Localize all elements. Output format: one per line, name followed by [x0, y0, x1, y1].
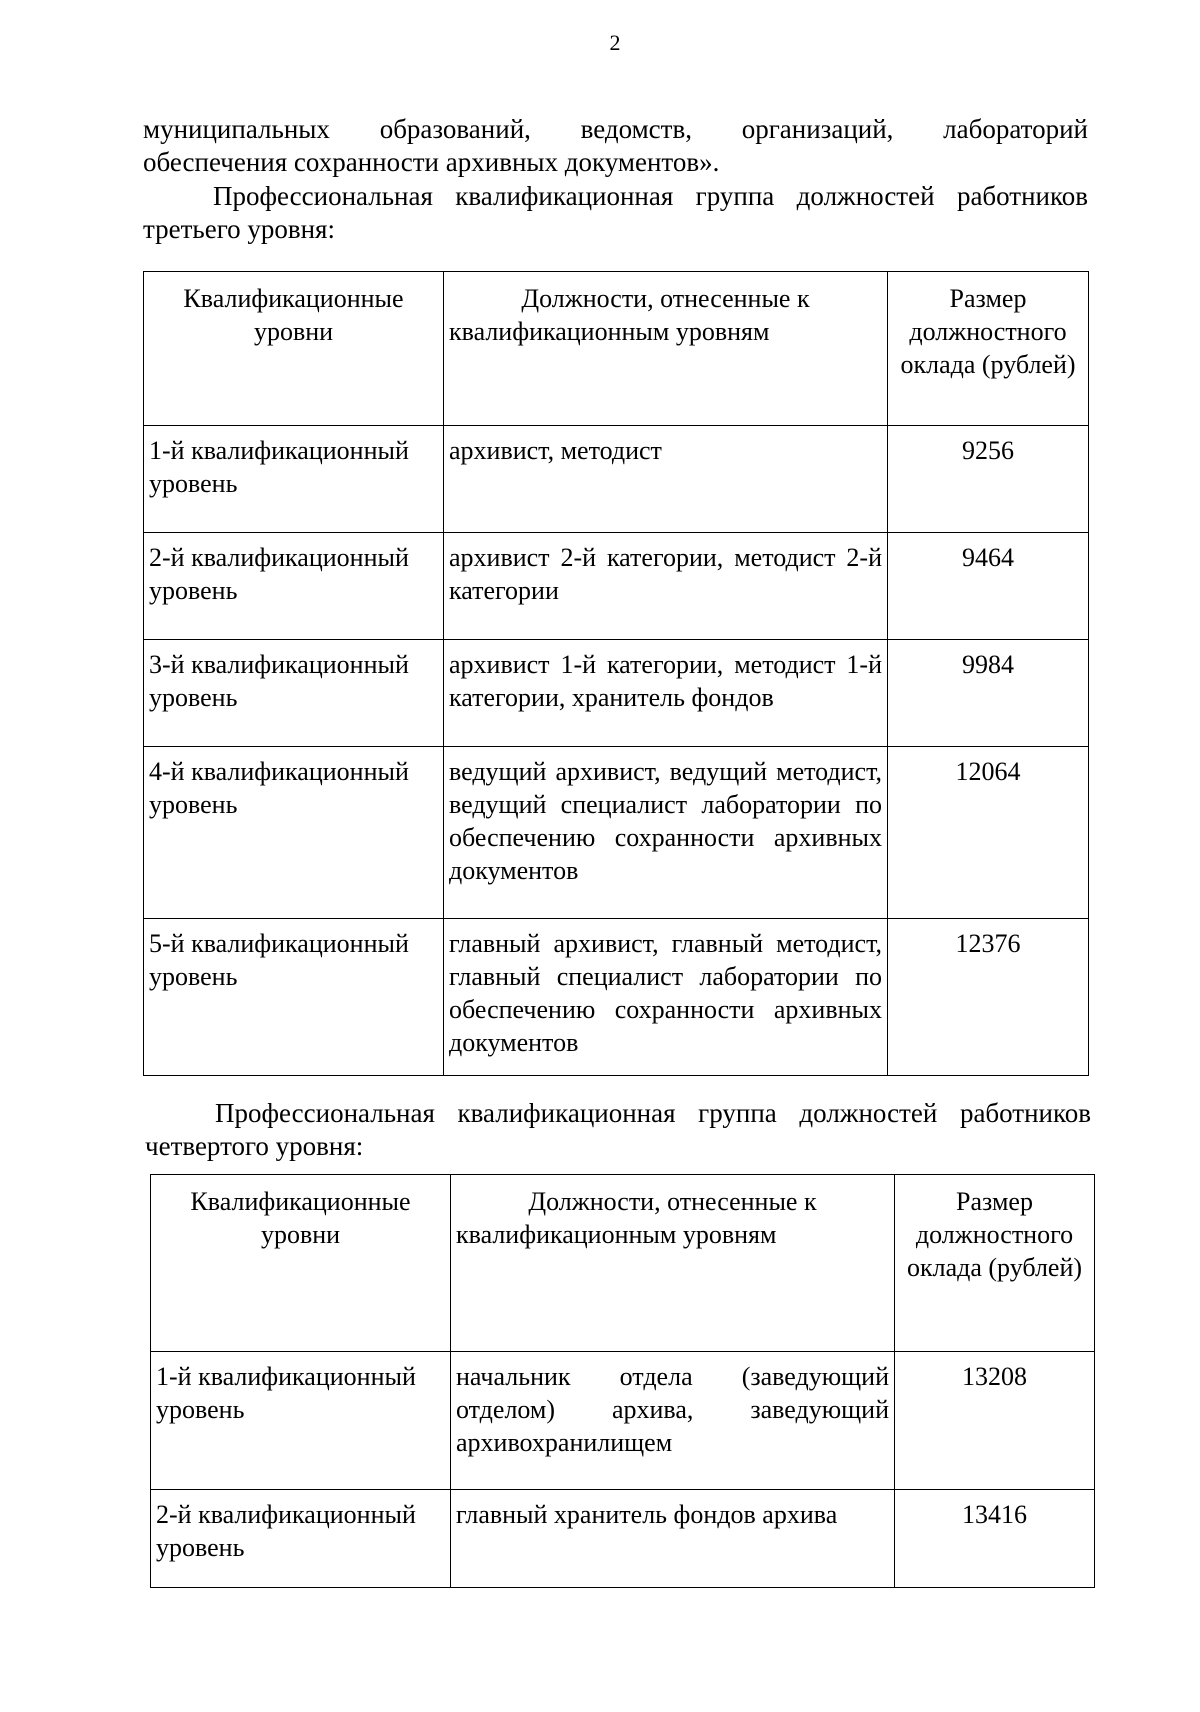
level-cell: 3-й квалификационный уровень [144, 640, 444, 747]
positions-cell: главный хранитель фондов архива [451, 1490, 895, 1588]
group3-title-line-1: Профессиональная квалификационная группа должностей работников [213, 181, 1088, 211]
page-number: 2 [609, 30, 621, 55]
header-positions: Должности, отнесенные к квалификационным уровням [451, 1175, 895, 1352]
level-cell: 4-й квалификационный уровень [144, 747, 444, 919]
salary-cell: 12064 [888, 747, 1089, 919]
table-row [144, 640, 1089, 747]
level-cell: 1-й квалификационный уровень [151, 1352, 451, 1490]
salary-cell: 13208 [895, 1352, 1095, 1490]
level-cell: 1-й квалификационный уровень [144, 426, 444, 533]
header-positions: Должности, отнесенные к квалификационным уровням [444, 272, 888, 426]
positions-cell: главный архивист, главный методист, главный специалист лаборатории по обеспечению сохранности архивных документов [444, 919, 888, 1076]
group4-title-line-2: четвертого уровня: [145, 1131, 364, 1161]
table-row [151, 1490, 1095, 1588]
table-row [151, 1352, 1095, 1490]
level-cell: 2-й квалификационный уровень [144, 533, 444, 640]
level-cell: 5-й квалификационный уровень [144, 919, 444, 1076]
positions-cell: архивист 2-й категории, методист 2-й категории [444, 533, 888, 640]
positions-cell: архивист 1-й категории, методист 1-й категории, хранитель фондов [444, 640, 888, 747]
header-salary: Размер должностного оклада (рублей) [895, 1175, 1095, 1352]
intro-line-2: обеспечения сохранности архивных документов». [143, 147, 720, 177]
header-levels: Квалификационные уровни [144, 272, 444, 426]
intro-line-1: муниципальных образований, ведомств, организаций, лабораторий [143, 114, 1088, 144]
table-row [144, 747, 1089, 919]
level-cell: 2-й квалификационный уровень [151, 1490, 451, 1588]
table-row [144, 533, 1089, 640]
group4-title [145, 1097, 1091, 1163]
salary-cell: 13416 [895, 1490, 1095, 1588]
header-levels: Квалификационные уровни [151, 1175, 451, 1352]
group3-title [143, 180, 1088, 246]
group4-title-line-1: Профессиональная квалификационная группа должностей работников [215, 1098, 1091, 1128]
group4-table [150, 1174, 1095, 1588]
salary-cell: 12376 [888, 919, 1089, 1076]
table-row [144, 426, 1089, 533]
positions-cell: начальник отдела (заведующий отделом) архива, заведующий архивохранилищем [451, 1352, 895, 1490]
table-header-row [151, 1175, 1095, 1352]
header-salary: Размер должностного оклада (рублей) [888, 272, 1089, 426]
group3-title-line-2: третьего уровня: [143, 214, 335, 244]
table-header-row [144, 272, 1089, 426]
group3-table [143, 271, 1089, 1076]
intro-paragraph [143, 113, 1088, 179]
positions-cell: архивист, методист [444, 426, 888, 533]
salary-cell: 9464 [888, 533, 1089, 640]
salary-cell: 9256 [888, 426, 1089, 533]
salary-cell: 9984 [888, 640, 1089, 747]
table-row [144, 919, 1089, 1076]
positions-cell: ведущий архивист, ведущий методист, ведущий специалист лаборатории по обеспечению сохранности архивных документов [444, 747, 888, 919]
